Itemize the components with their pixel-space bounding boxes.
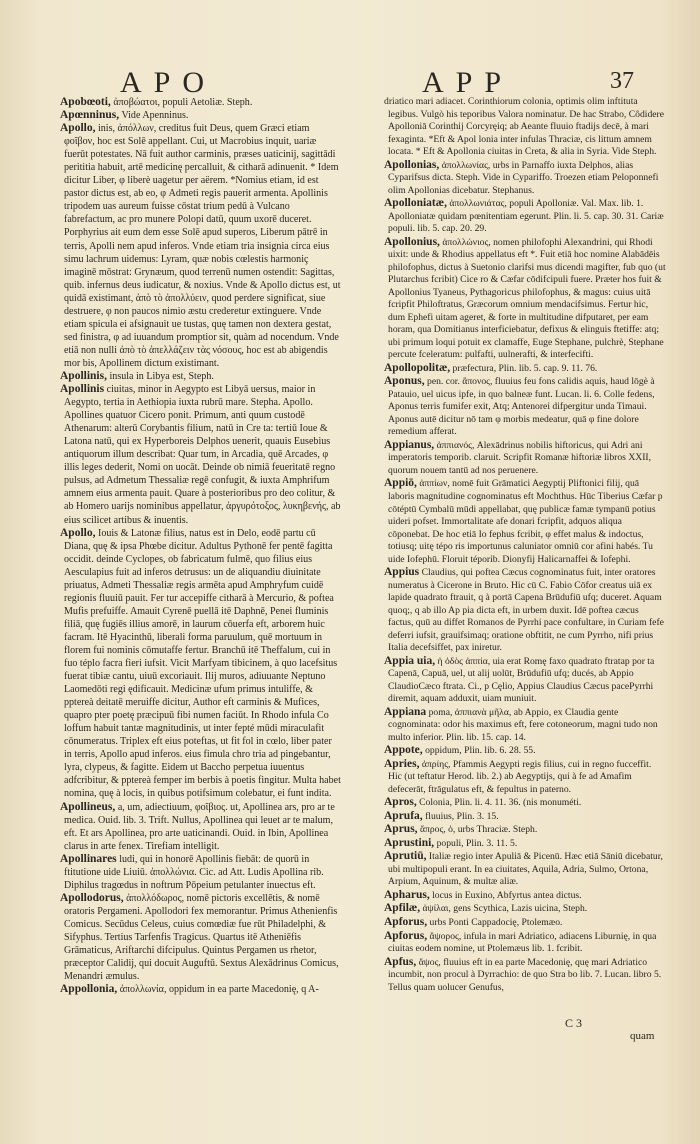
dictionary-entry — [384, 850, 666, 889]
dictionary-entry — [60, 892, 342, 983]
dictionary-entry — [384, 362, 666, 376]
dictionary-entry — [60, 527, 342, 801]
left-column — [60, 96, 342, 996]
entry-text: poma, ἀππιανὰ μῆλα, ab Appio, ex Claudia gente cognominata: odor his maximus eft, fere cotoneorum, magni tudo non multo inferior. Plin. lib. 15. cap. 14. — [388, 706, 658, 743]
dictionary-entry — [384, 375, 666, 439]
entry-headword: Apforus, — [384, 929, 428, 942]
entry-headword: Apfilæ, — [384, 902, 421, 915]
entry-text: inis, ἀπόλλων, creditus fuit Deus, quem Græci etiam φοῖβον, hoc est Solē appellant. Cui, ut Macrobius inquit, uariæ fuerūt potestates. Nā fuit author carminis, præses uaticinij, sagittādi perititia habuit, artē medicinę percalluit, & citharā adinuenit. * Idem dicitur Liber, φ liberè uagetur per aërem. *Nomius etiam, id est pastor dictus est, ab eo, φ Admeti regis pauerit armenta. Apollinis tripodem uas aureum fuisse cōstat trium pedū à Vulcano fabrefactum, ac pro munere Polopi datū, quum uxorē duceret. Porphyrius ait eum dem esse Solē apud superos, Liberum pātrē in terris, Apolli nem apud inferos. Vnde etiam tria insignia circa eius simu lachrum uidemus: Lyram, quæ nobis cœlestis harmoniç imaginē mōstrat: Grynæum, quod terrenū numen ostendit: Sagittas, quib. infernus deus iudicatur, & noxius. Vnde & Apollo dictus est, ut quidā existimant, ἀπὸ τὸ ἀπολλύειν, quod perdere significat, siue destruere, φ non paucos nimio æstu crederetur extinguere. Vnde etiam spicula ei afsignauit ue tustas, quę tamen non dextera gestat, sed finistra, φ ad iuuandum promptior sit, quàm ad nocendum. Vnde etiā non nulli ἀπὸ τὸ ἀπελλάζειν τὰς νόσους, hoc est ab abigendis mor bis, Apollinem dictum existimant. — [64, 123, 341, 369]
catchword: quam — [630, 1030, 655, 1042]
dictionary-entry — [384, 236, 666, 362]
right-column — [384, 96, 666, 994]
entry-text: Colonia, Plin. li. 4. 11. 36. (nis monuméti. — [419, 797, 582, 809]
dictionary-entry — [384, 930, 666, 956]
entry-text: Italiæ regio inter Apuliā & Picenū. Hæc etiā Sāniū dicebatur, ubi multipopuli erant. In ea ciuitates, Aquila, Adria, Sulmo, Ortona, Arpium, Aquinum, & multæ aliæ. — [388, 851, 663, 888]
dictionary-entry — [384, 889, 666, 903]
entry-text: pen. cor. ἄπονος, fluuius feu fons calidis aquis, haud lōgè à Patauio, uel uicus ipfe, in quo balneæ funt. Lucan. li. 6. Colle fedens, Aponus terris fumifer exit, Atq; Antenorei difpergitur unda Timaui. Aponus autē dicitur nō tam φ morbis medeatur, quā φ fine dolore remedium afferat. — [388, 376, 655, 438]
entry-text: oppidum, Plin. lib. 6. 28. 55. — [425, 745, 536, 757]
dictionary-entry — [60, 370, 342, 383]
dictionary-entry — [384, 758, 666, 797]
entry-text: ἡ ὁδὸς ἀππία, uia erat Romę faxo quadrato ftratap por ta Capenā, Capuā, uel, ut alij uolūt, Brūdufiū ufq; ducés, ab Appio ClaudioCæco ftrata. Ci., p Cęlio, Appius Claudius Cæcus pacePyrrhi diremit, aquam adduxit, uiam muniuit. — [388, 655, 655, 705]
entry-headword: Apobœoti, — [60, 96, 111, 108]
dictionary-entry — [384, 902, 666, 916]
entry-text: ἀπολλόδωρος, nomē pictoris excellētis, & nomē oratoris Pergameni. Apollodori fex memorantur. Primus Athenienfis Comicus. Secūdus Celeus, cuius comœdiæ fue rūt Philadelphi, & Sifyphus. Tertius Tarfenfis Tragicus. Quartus itē Atheniēfis Grāmaticus, Ariftarchi difcipulus. Quintus Pergamen us rhetor, præceptor Calidij, qui docuit Auguftū. Sextus Alexādrinus Comicus, Menandri æmulus. — [64, 892, 339, 983]
entry-headword: Appia uia, — [384, 654, 436, 667]
entry-headword: Apforus, — [384, 916, 428, 928]
entry-headword: Aprustini, — [384, 836, 435, 849]
dictionary-entry — [60, 383, 342, 527]
entry-text: ἄπρος, ὁ, urbs Thraciæ. Steph. — [419, 824, 538, 836]
entry-text: ἄψορος, infula in mari Adriatico, adiacens Liburnię, in qua ciuitas eodem nomine, ut Ptolemæus lib. 1. fcribit. — [388, 930, 657, 955]
dictionary-entry — [384, 477, 666, 566]
entry-text: ciuitas, minor in Aegypto est Libyā uersus, maior in Aegypto, tertia in Aethiopia iuxta rubrū mare. Stepha. Apollo. Apollines quatuor Cicero ponit. Primum, anti quum custodē Athenarum: alterū Corybantis filium, natū in Cre ta: tertiū Ioue & Latona natū, qui ex Hyperboreis Delphos uenerit, quauis Eusebius antiquorum illum describat: Quar tum, in Arcadia, quē Arcades, φ illis leges dederit, Nomi on uocāt. Deinde ob nimiā feueritatē regno pulsus, ad Admetum Thessaliæ regē confugit, & iuxta Amphrifum amnem eius armenta pauit. Quare à posterioribus pro deo colitur, & ab Homero uarijs nominibus appellatur, ἀργυρότοξος, λυκηβενής, ab eius scilicet artibus & inuentis. — [64, 384, 341, 526]
running-head-left: APO — [120, 66, 217, 99]
entry-headword: Apœnninus, — [60, 109, 120, 122]
entry-text: præfectura, Plin. lib. 5. cap. 9. 11. 76. — [452, 362, 598, 374]
entry-text: ἀππίων, nomē fuit Grāmatici Aegyptij Pliftonici filij, quā laboris magnitudine cognominatus eft Mochthus. Hūc Tiberius Cæfar p cōtéptū Cymbalū mūdi appellabat, quę publicæ famæ tympanū potius uideri pofset. Immortalitate afe donari fcripfit, adquos aliqua cōponebat. De hoc etiā Io fephus fcribit, φ effet malus & indoctus, totiusq; uitę tépo ris importunus caluniator omniū cor afini habés. Tu uide Iofephū. Floruit téporib. Dionyfij Halicarnaffei & Iofephi. — [388, 478, 663, 565]
dictionary-entry — [60, 109, 342, 122]
entry-headword: Aprus, — [384, 823, 418, 836]
entry-headword: Apollopolitæ, — [384, 361, 451, 374]
entry-headword: Appiō, — [384, 477, 417, 490]
entry-headword: Apollinis, — [60, 369, 107, 382]
dictionary-entry — [384, 439, 666, 478]
entry-headword: Aprufa, — [384, 809, 423, 822]
entry-text: ἀπρίης, Pfammis Aegypti regis filius, cui in regno fucceffit. Hic (ut teftatur Herod. lib. 2.) ab Aegyptijs, qui à fe ad Amafim defecerāt, ftrāgulatus eft, & fepultus in paterno. — [388, 758, 652, 795]
dictionary-entry — [384, 956, 666, 995]
entry-headword: Apolloniatæ, — [384, 197, 447, 210]
entry-headword: Appollonia, — [60, 983, 118, 996]
running-head-right: APP — [422, 66, 514, 99]
dictionary-entry — [384, 159, 666, 198]
entry-text: populi, Plin. 3. 11. 5. — [436, 837, 518, 849]
entry-headword: Appius — [384, 566, 420, 579]
entry-headword: Apollo, — [60, 122, 96, 135]
entry-text: Iouis & Latonæ filius, natus est in Delo, eodē partu cū Diana, quę & ipsa Phœbe dicitur. Adultus Pythonē fer pentē fagitta occidit. deinde Cyclopes, ob fabricatum fulmē, quo filius eius Aesculapius fuit ad inferos detrusus: un de aliquandiu diuinitate priuatus, Admeti Thessaliæ regis armēta apud Amphryfum cuidē regionis fluuiū pauit. Fer tur accepiffe citharā à Mercurio, & poftea Mufis prefuiffe. Amauit Cyrenē puellā itē Daphnē, Penei fluminis filiā, quę fugiēs illius amorē, in laurum cōuerfa eft, arborem huic facram. Itē Hyacinthū, liberali forma paruulum, quē mortuum in florem fui nominis cōmutaffe fertur. Branchū itē Theffalum, cui in fuo téplo facra fieri iufsit. Vicit Marfyam tibicinem, à quo lacefsitus fuerat tibiæ cantu, uiuū excoriauit. Ilij muros, adiuuante Neptuno Laomedōti regi ędificauit. Medicinæ ufum primus intuliffe, & pptereà deitatē meruiffe dicitur, Author eft carminis & Mufices, quapro pter poetę præcipuū fibi numen faciūt. In Rhodo infula Co loffum habuit tantæ magnitudinis, ut inter fepté mūdi miraculafit cōnumeratus. Triplex eft eius poteftas, ut fit fol in cœlo, liber pater in terris, Apollo apud inferos. eius fimula chro tria ad pingebantur, lyra, clypeus, & fagitte. Eidem ut Baccho perpetua iuuentus adfcribitur, & pptereà femper im berbis à poetis fingitur. Multa habet nomina, quę à locis, in quibus potifsimum colebatur, ei funt indita. — [64, 527, 341, 800]
dictionary-entry — [384, 837, 666, 851]
entry-headword: Aponus, — [384, 375, 425, 388]
entry-headword: Apros, — [384, 796, 417, 809]
entry-headword: Apollo, — [60, 526, 96, 539]
entry-headword: Apfus, — [384, 955, 417, 968]
dictionary-entry — [384, 823, 666, 837]
entry-headword: Apries, — [384, 757, 420, 770]
entry-headword: Appiana — [384, 705, 427, 718]
dictionary-entry — [384, 706, 666, 745]
entry-text: ἀπολλώνιος, nomen philofophi Alexandrini, qui Rhodi uixit: unde & Rhodius appellatus eft *. Fuit etiā hoc nomine Alabādēis philofophus, dictus à Suetonio clarifsi mus dicendi magifter, fub quo (ut Plutarchus fcribit) Cice ro & Cæfar cōdifcipuli fuere. Præter hos fuit & Apollonius Tyaneus, Pythagoricus philofophus, & magus: cuius uitā fcripfit Philoftratus, Græcorum omnium mendacifsimus. Fertur hic, dum Ephefi uitam ageret, & forte in multitudine difputaret, per eam horam, qua Domitianus interficiebatur, defixus & elinguis ftetiffe: atq; ubi primum loqui potuit ex clamaffe, Euge Stephane, pulchrè, Stephane percute fceleratum: pulfafti, uulnerafti, & interfecifti. — [388, 236, 666, 361]
entry-text: ἄψος, fluuius eft in ea parte Macedonię, quę mari Adriatico incumbit, non procul à Dyrrachio: de quo Stra bo lib. 7. Lucan. libro 5. Tellus quam uolucer Genufus, — [388, 956, 662, 993]
entry-text: locus in Euxino, Abfyrtus antea dictus. — [432, 889, 582, 901]
entry-text: urbs Ponti Cappadocię, Ptolemæo. — [429, 917, 563, 928]
entry-headword: Apollonias, — [384, 158, 440, 171]
entry-text: fluuius, Plin. 3. 15. — [425, 810, 499, 822]
dictionary-entry — [60, 96, 342, 109]
entry-headword: Apharus, — [384, 888, 430, 901]
entry-text: Claudius, qui poftea Cæcus cognominatus fuit, inter oratores numeratus à Cicerone in Bruto. Hic cū C. Fabio Cōfor creatus uiā ex lapide quadrato ftrauit, q à portā Capena Brūdufiū ufq; duceret. Aquam quoq;, q ab illo Ap pia dicta eft, in urbem duxit. Idē poftea cæcus factus, quū au diffet Romanos de Pyrrhi pace confultare, in Curiam fefe deferri iufsit, grauifsimaq; oratione obftitit, ne cum Pyrrho, nifi prius Italia decefsiffet, pax iniretur. — [388, 567, 664, 654]
entry-text: ἀπολλωνιάτας, populi Apolloniæ. Val. Max. lib. 1. Apolloniatæ quidam pœnitentiam egerunt. Plin. li. 5. cap. 30. 31. Cariæ populi. lib. 5. cap. 20. 29. — [388, 198, 664, 235]
entry-text: insula in Libya est, Steph. — [109, 370, 214, 382]
entry-text: ἀπολλωνίας, urbs in Parnaffo iuxta Delphos, alias Cyparifsus dicta. Steph. Vide in Cypariffo. Troezen etiam Peloponnefi olim Apollonias dicebatur. Stephanus. — [388, 159, 659, 196]
entry-headword: Appote, — [384, 744, 423, 757]
dictionary-entry — [384, 744, 666, 758]
entry-text: ἀπολλωνία, oppidum in ea parte Macedonię, q A- — [119, 984, 319, 996]
entry-headword: Apollinis — [60, 383, 105, 396]
dictionary-entry — [384, 197, 666, 236]
dictionary-entry — [384, 566, 666, 655]
entry-headword: Aprutiū, — [384, 850, 427, 863]
dictionary-entry — [384, 796, 666, 810]
signature-mark: C 3 — [565, 1016, 583, 1030]
entry-text: ludi, qui in honorē Apollinis fiebāt: de quorū in ftitutione uide Liuiū. ἀπολλώνια. Cic. ad Att. Ludis Apollina rib. Diphilus tragœdus in noftrum Pōpeium petulanter inuectus eft. — [64, 853, 324, 891]
dictionary-entry — [384, 810, 666, 824]
entry-text: driatico mari adiacet. Corinthiorum colonia, optimis olim inftituta legibus. Vulgò his teporibus Valora nominatur. De hac Strabo, Côdidere Apolloniā Corinthij Corcyręiq; ab Aeante fluuio ftadijs decē, à mari fexaginta. *Eft & Apol lonia inter infulas Thraciæ, cis littum amnem locata. * Eft & Apollonia ciuitas in Creta, & alia in Syria. Vide Steph. — [384, 96, 665, 158]
dictionary-entry — [60, 122, 342, 370]
entry-headword: Apollonius, — [384, 235, 440, 248]
page-number: 37 — [610, 68, 634, 94]
entry-text: a, um, adiectiuum, φοῖβιος. ut, Apollinea ars, pro ar te medica. Ouid. lib. 3. Trift. Nullus, Apollinea qui leuet ar te malum, eft. Et ars Apollinea, pro arte uaticinandi. Ouid. in Ibin, Apollinea clarus in arte fenex. Tirefiam intelligit. — [64, 801, 335, 852]
entry-headword: Apollodorus, — [60, 891, 124, 904]
dictionary-entry — [384, 655, 666, 706]
dictionary-entry — [60, 983, 342, 996]
entry-text: ἀποβώατοι, populi Aetoliæ. Steph. — [113, 97, 253, 108]
entry-headword: Appianus, — [384, 438, 435, 451]
entry-text: Vide Apenninus. — [121, 110, 189, 122]
entry-headword: Apollinares — [60, 852, 117, 865]
dictionary-entry — [384, 96, 666, 159]
entry-text: ἀψίλαι, gens Scythica, Lazis uicina, Steph. — [422, 903, 588, 915]
dictionary-entry — [60, 853, 342, 892]
entry-headword: Apollineus, — [60, 800, 116, 813]
dictionary-entry — [384, 916, 666, 930]
entry-text: ἀππιανός, Alexādrinus nobilis hiftoricus, qui Adri ani imperatoris temporib. claruit. Scripfit Romanæ hiftoriæ libros XXII, quorum nouem tantū ad nos peruenere. — [388, 439, 652, 476]
dictionary-entry — [60, 801, 342, 853]
